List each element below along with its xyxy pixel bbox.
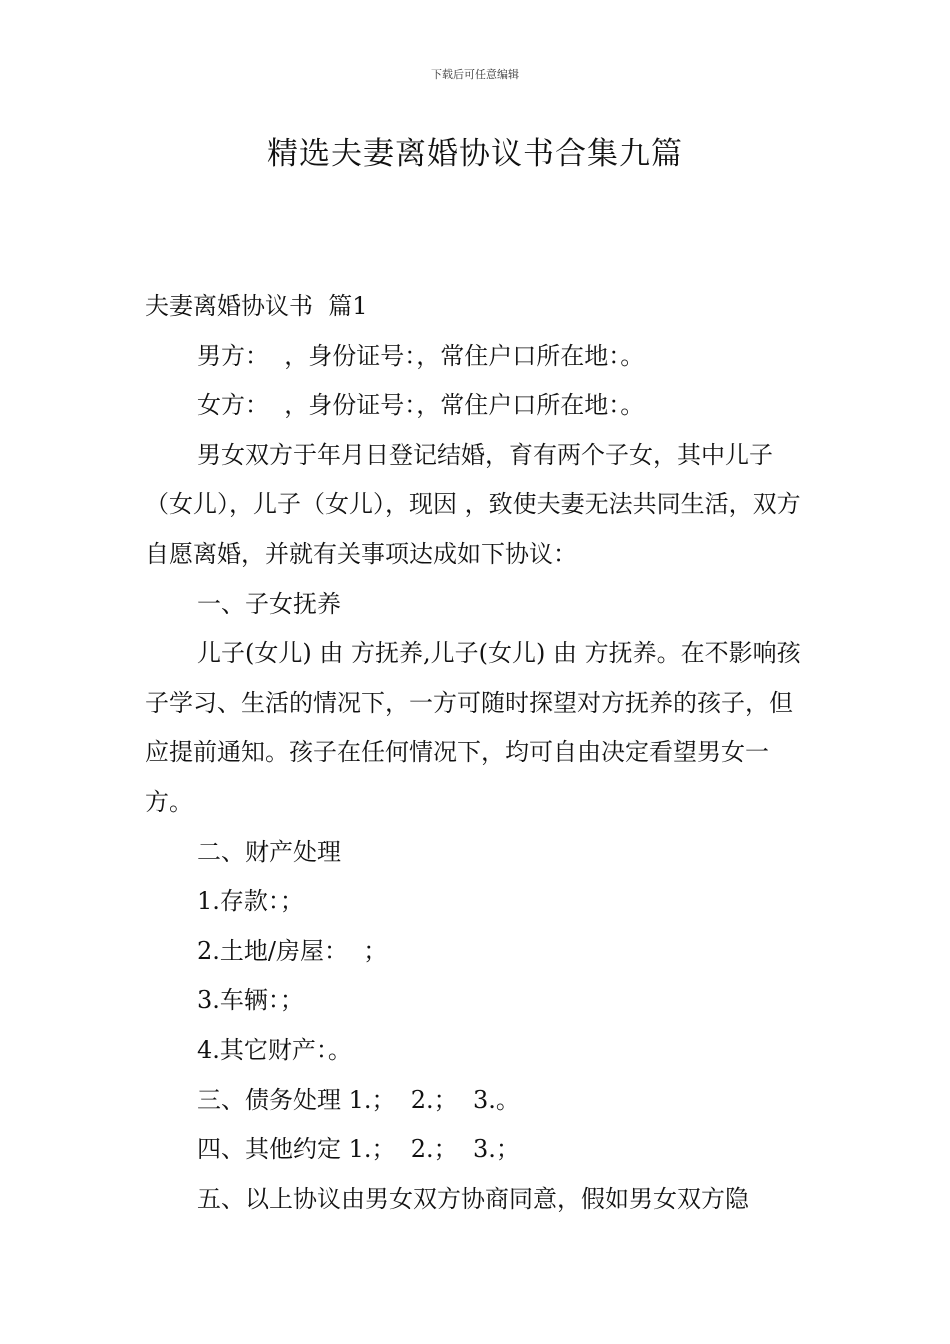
paragraph-other-agreements: 四、其他约定 1.； 2.； 3.；	[197, 1135, 520, 1164]
document-body	[145, 282, 807, 1224]
paragraph-female-party: 女方： ，身份证号：，常住户口所在地：。	[197, 391, 645, 420]
paragraph-male-party: 男方： ，身份证号：，常住户口所在地：。	[197, 341, 645, 370]
paragraph-child-custody: 儿子(女儿) 由 方抚养,儿子(女儿) 由 方抚养。在不影响孩子学习、生活的情况下，一方可随时探望对方抚养的孩子，但应提前通知。孩子在任何情况下，均可自由决定看望男女一方。	[145, 639, 801, 816]
list-item-savings: 1.存款：；	[197, 887, 304, 916]
paragraph-final-clause: 五、以上协议由男女双方协商同意，假如男女双方隐	[197, 1184, 749, 1213]
paragraph-debts: 三、债务处理 1.； 2.； 3.。	[197, 1085, 520, 1114]
section-heading: 夫妻离婚协议书 篇1	[145, 292, 368, 320]
list-item-land-house: 2.土地/房屋： ；	[197, 936, 388, 965]
paragraph-marriage-info: 男女双方于年月日登记结婚，育有两个子女，其中儿子（女儿），儿子（女儿），现因 ，致使夫妻无法共同生活，双方自愿离婚，并就有关事项达成如下协议：	[145, 440, 801, 568]
heading-child-custody: 一、子女抚养	[197, 589, 341, 618]
list-item-other-property: 4.其它财产：。	[197, 1035, 352, 1064]
document-title: 精选夫妻离婚协议书合集九篇	[267, 136, 683, 172]
header-note: 下载后可任意编辑	[431, 68, 519, 81]
heading-property: 二、财产处理	[197, 837, 341, 866]
list-item-vehicle: 3.车辆：；	[197, 986, 304, 1015]
